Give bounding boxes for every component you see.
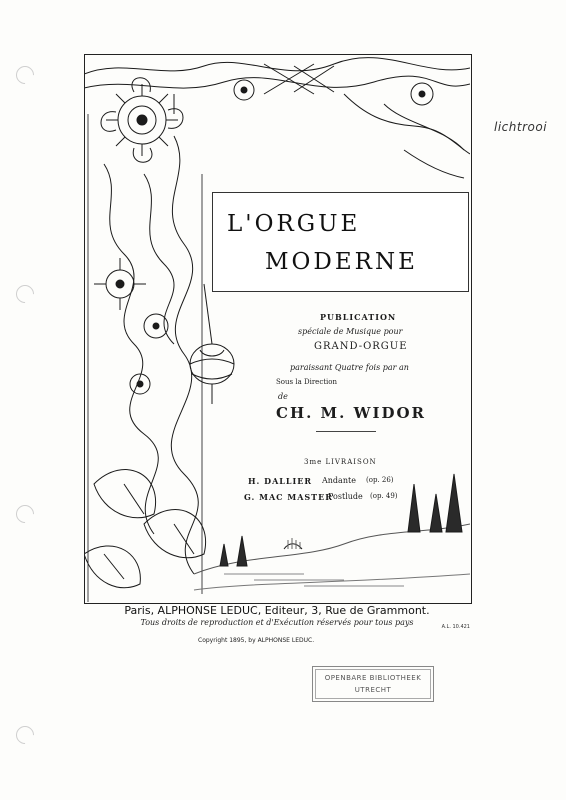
- director-name: CH. M. WIDOR: [276, 404, 427, 422]
- grand-orgue-label: GRAND-ORGUE: [314, 341, 408, 352]
- engraver-mark: A.L. 10.421: [441, 624, 470, 630]
- entry-work-1: Andante: [322, 476, 356, 485]
- punch-hole: [12, 281, 37, 306]
- library-stamp: [312, 666, 434, 702]
- sous-la-direction: Sous la Direction: [276, 378, 338, 386]
- title-line-2: MODERNE: [265, 249, 418, 275]
- entry-opus-1: (op. 26): [366, 476, 394, 484]
- de-text: de: [278, 392, 288, 401]
- punch-hole: [12, 501, 37, 526]
- copyright-line: Copyright 1895, by ALPHONSE LEDUC.: [198, 637, 315, 644]
- title-line-1: L'ORGUE: [227, 211, 361, 237]
- entry-composer-1: H. DALLIER: [248, 476, 313, 486]
- publication-label: PUBLICATION: [320, 312, 397, 322]
- livraison-label: 3me LIVRAISON: [304, 458, 377, 466]
- stamp-line-1: OPENBARE BIBLIOTHEEK: [324, 674, 422, 682]
- punch-hole: [12, 722, 37, 747]
- handwritten-note: lichtrooi: [494, 120, 548, 134]
- entry-composer-2: G. MAC MASTER: [244, 492, 333, 502]
- paraissant-text: paraissant Quatre fois par an: [290, 363, 409, 372]
- title-panel: [212, 192, 469, 292]
- speciale-text: spéciale de Musique pour: [298, 327, 403, 336]
- footer-band: [84, 602, 470, 632]
- publisher-line: Paris, ALPHONSE LEDUC, Editeur, 3, Rue de Grammont.: [124, 604, 430, 617]
- entry-work-2: Postlude: [328, 492, 363, 501]
- director-rule: [316, 431, 376, 432]
- stamp-line-2: UTRECHT: [354, 686, 392, 694]
- rights-line: Tous droits de reproduction et d'Exécution réservés pour tous pays: [140, 618, 414, 627]
- punch-hole: [12, 62, 37, 87]
- illustration-frame: [84, 54, 472, 604]
- entry-opus-2: (op. 49): [370, 492, 398, 500]
